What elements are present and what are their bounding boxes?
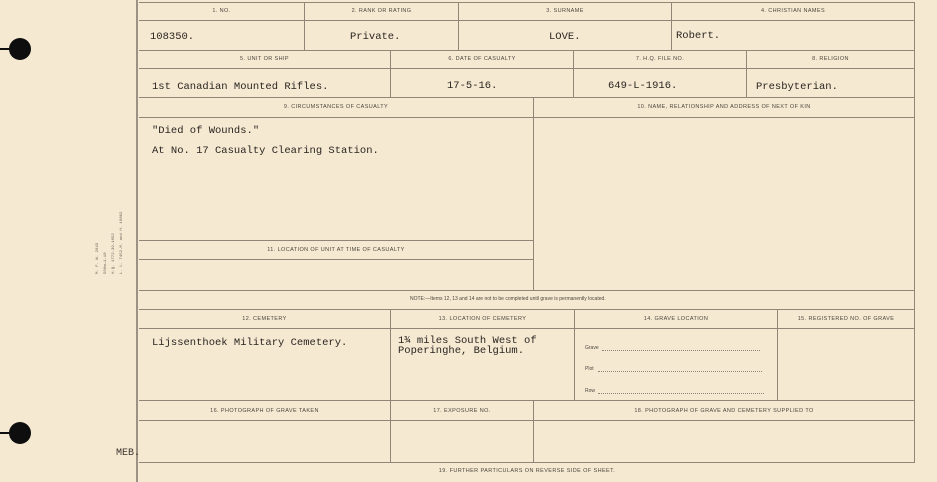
- header-unit: 5. UNIT OR SHIP: [240, 56, 289, 62]
- religion-value: Presbyterian.: [756, 81, 838, 93]
- circumstances-line-2: At No. 17 Casualty Clearing Station.: [152, 145, 379, 157]
- header-circumstances: 9. CIRCUMSTANCES OF CASUALTY: [283, 104, 389, 110]
- header-cemetery: 12. CEMETERY: [242, 316, 287, 322]
- surname-value: LOVE.: [549, 31, 581, 43]
- header-photograph-taken: 16. PHOTOGRAPH OF GRAVE TAKEN: [210, 408, 319, 414]
- header-surname: 3. SURNAME: [546, 8, 584, 14]
- header-religion: 8. RELIGION: [812, 56, 849, 62]
- cemetery-value: Lijssenthoek Military Cemetery.: [152, 337, 348, 349]
- row-field-line: [598, 393, 764, 394]
- clerk-initials: MEB.: [116, 448, 141, 459]
- header-registered-no: 15. REGISTERED NO. OF GRAVE: [797, 316, 895, 322]
- header-further-particulars: 19. FURTHER PARTICULARS ON REVERSE SIDE OF SHEET.: [438, 468, 616, 474]
- date-value: 17-5-16.: [447, 80, 498, 92]
- service-number: 108350.: [150, 31, 195, 43]
- hq-file-value: 649-L-1916.: [608, 80, 678, 92]
- plot-field-line: [598, 371, 762, 372]
- form-ref-line: 500m—1-18: [104, 252, 108, 274]
- header-hq-file: 7. H.Q. FILE NO.: [635, 56, 685, 62]
- form-ref-line: H.Q. 1772-39-1052: [112, 233, 116, 274]
- header-location-of-unit: 11. LOCATION OF UNIT AT TIME OF CASUALTY: [267, 247, 405, 253]
- header-next-of-kin: 10. NAME, RELATIONSHIP AND ADDRESS OF NEXT OF KIN: [637, 104, 811, 110]
- circumstances-line-1: "Died of Wounds.": [152, 125, 260, 137]
- header-location-of-cemetery: 13. LOCATION OF CEMETERY: [438, 316, 527, 322]
- christian-names-value: Robert.: [676, 30, 721, 42]
- unit-value: 1st Canadian Mounted Rifles.: [152, 81, 329, 93]
- punch-hole-top: [9, 38, 31, 60]
- form-reference-note: [96, 211, 132, 276]
- header-date: 6. DATE OF CASUALTY: [448, 56, 516, 62]
- grave-field-label: Grave: [585, 345, 599, 351]
- punch-hole-bottom: [9, 422, 31, 444]
- header-christian-names: 4. CHRISTIAN NAMES: [760, 8, 826, 14]
- margin-rule: [136, 0, 138, 482]
- form-ref-line: L. L. 7452-M. and H. 10862: [120, 211, 124, 274]
- header-no: 1. NO.: [212, 8, 231, 14]
- completion-note: NOTE:—Items 12, 13 and 14 are not to be completed until grave is permanently located.: [410, 296, 606, 302]
- form-ref-line: M. F. W. 2043: [96, 242, 100, 274]
- cemetery-location-line-1: 1¾ miles South West of: [398, 335, 537, 347]
- header-grave-location: 14. GRAVE LOCATION: [643, 316, 709, 322]
- header-rank: 2. RANK OR RATING: [351, 8, 412, 14]
- header-photograph-supplied: 18. PHOTOGRAPH OF GRAVE AND CEMETERY SUPPLIED TO: [634, 408, 814, 414]
- plot-field-label: Plot: [585, 366, 594, 372]
- grave-field-line: [602, 350, 760, 351]
- rank-value: Private.: [350, 31, 401, 43]
- cemetery-location-line-2: Poperinghe, Belgium.: [398, 345, 525, 357]
- header-exposure-no: 17. EXPOSURE NO.: [433, 408, 491, 414]
- row-field-label: Row: [585, 388, 596, 394]
